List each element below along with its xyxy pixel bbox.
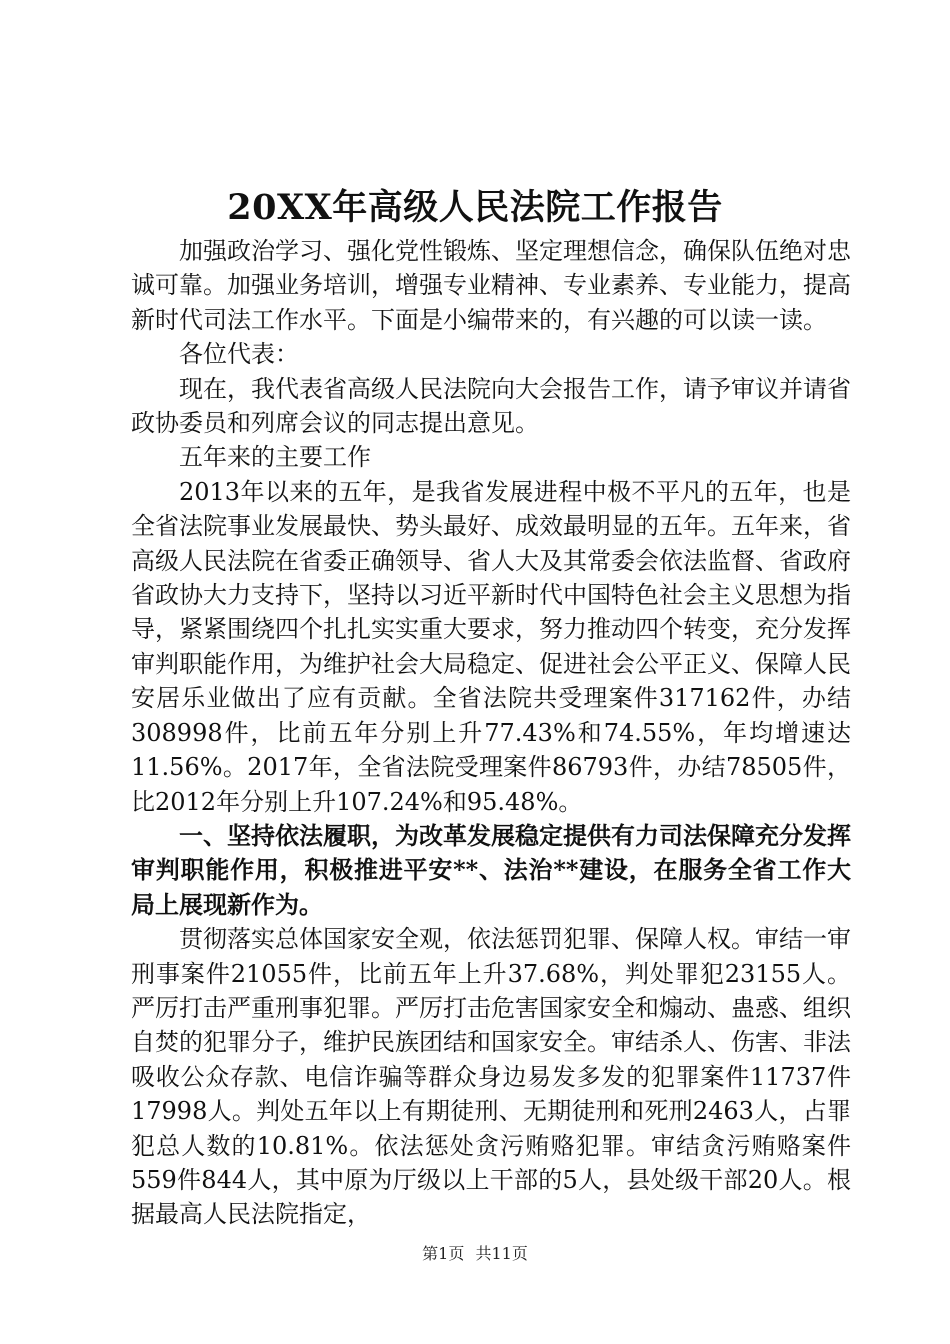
page-total: 共11页 bbox=[475, 1244, 528, 1263]
paragraph-intro: 加强政治学习、强化党性锻炼、坚定理想信念，确保队伍绝对忠诚可靠。加强业务培训，增强专业精神、专业素养、专业能力，提高新时代司法工作水平。下面是小编带来的，有兴趣的可以读一读。 bbox=[131, 237, 851, 334]
bold-section-heading: 一、坚持依法履职，为改革发展稳定提供有力司法保障充分发挥审判职能作用，积极推进平安**、法治**建设，在服务全省工作大局上展现新作为。 bbox=[131, 820, 851, 919]
document-body bbox=[131, 234, 851, 1232]
page-number: 第1页 bbox=[422, 1244, 465, 1263]
section-heading: 五年来的主要工作 bbox=[179, 443, 371, 472]
paragraph-criminal-cases: 贯彻落实总体国家安全观，依法惩罚犯罪、保障人权。审结一审刑事案件21055件，比前五年上升37.68%，判处罪犯23155人。严厉打击严重刑事犯罪。严厉打击危害国家安全和煽动、蛊惑、组织自焚的犯罪分子，维护民族团结和国家安全。审结杀人、伤害、非法吸收公众存款、电信诈骗等群众身边易发多发的犯罪案件11737件17998人。判处五年以上有期徒刑、无期徒刑和死刑2463人，占罪犯总人数的10.81%。依法惩处贪污贿赂犯罪。审结贪污贿赂案件559件844人，其中原为厅级以上干部的5人，县处级干部20人。根据最高人民法院指定， bbox=[131, 925, 851, 1229]
paragraph-five-years: 2013年以来的五年，是我省发展进程中极不平凡的五年，也是全省法院事业发展最快、势头最好、成效最明显的五年。五年来，省高级人民法院在省委正确领导、省人大及其常委会依法监督、省政府省政协大力支持下，坚持以习近平新时代中国特色社会主义思想为指导，紧紧围绕四个扎扎实实重大要求，努力推动四个转变，充分发挥审判职能作用，为维护社会大局稳定、促进社会公平正义、保障人民安居乐业做出了应有贡献。全省法院共受理案件317162件，办结308998件，比前五年分别上升77.43%和74.55%，年均增速达11.56%。2017年，全省法院受理案件86793件，办结78505件，比2012年分别上升107.24%和95.48%。 bbox=[131, 477, 851, 816]
paragraph-opening: 现在，我代表省高级人民法院向大会报告工作，请予审议并请省政协委员和列席会议的同志提出意见。 bbox=[131, 374, 851, 438]
paragraph-salutation: 各位代表： bbox=[179, 340, 299, 369]
document-title: 20XX年高级人民法院工作报告 bbox=[227, 187, 723, 228]
page-footer bbox=[0, 1242, 950, 1266]
